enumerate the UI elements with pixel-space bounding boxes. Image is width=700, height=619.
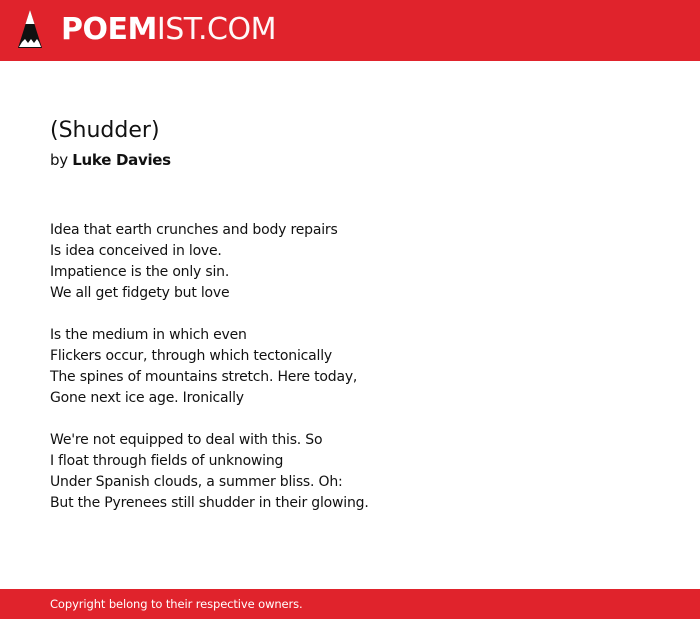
site-footer	[0, 589, 700, 619]
logo-text-light: IST.COM	[156, 12, 276, 47]
stanza-2	[50, 325, 650, 409]
poem-line: I float through fields of unknowing	[50, 453, 284, 469]
poem-line: The spines of mountains stretch. Here today,	[50, 369, 358, 385]
stanza-3	[50, 430, 650, 514]
poem-line: Under Spanish clouds, a summer bliss. Oh:	[50, 474, 343, 490]
author-name[interactable]: Luke Davies	[72, 151, 171, 169]
poem-line: Idea that earth crunches and body repairs	[50, 222, 338, 238]
byline	[50, 149, 650, 171]
poem-line: Gone next ice age. Ironically	[50, 390, 244, 406]
poem-line: Flickers occur, through which tectonically	[50, 348, 332, 364]
site-header	[0, 0, 700, 61]
poem-line: Impatience is the only sin.	[50, 264, 230, 280]
poem-line: We all get fidgety but love	[50, 285, 230, 301]
poem-line: Is the medium in which even	[50, 327, 247, 343]
poem-line: But the Pyrenees still shudder in their glowing.	[50, 495, 369, 511]
pencil-tip-icon	[17, 9, 43, 51]
poem-title: (Shudder)	[50, 118, 160, 143]
stanza-1	[50, 220, 650, 304]
poem-line: Is idea conceived in love.	[50, 243, 222, 259]
poem-line: We're not equipped to deal with this. So	[50, 432, 323, 448]
site-logo[interactable]	[17, 9, 276, 51]
copyright-notice: Copyright belong to their respective owners.	[50, 597, 303, 611]
logo-text-bold: POEM	[61, 12, 157, 47]
poem-content	[50, 115, 650, 535]
poem-body	[50, 220, 650, 514]
by-label: by	[50, 151, 68, 169]
